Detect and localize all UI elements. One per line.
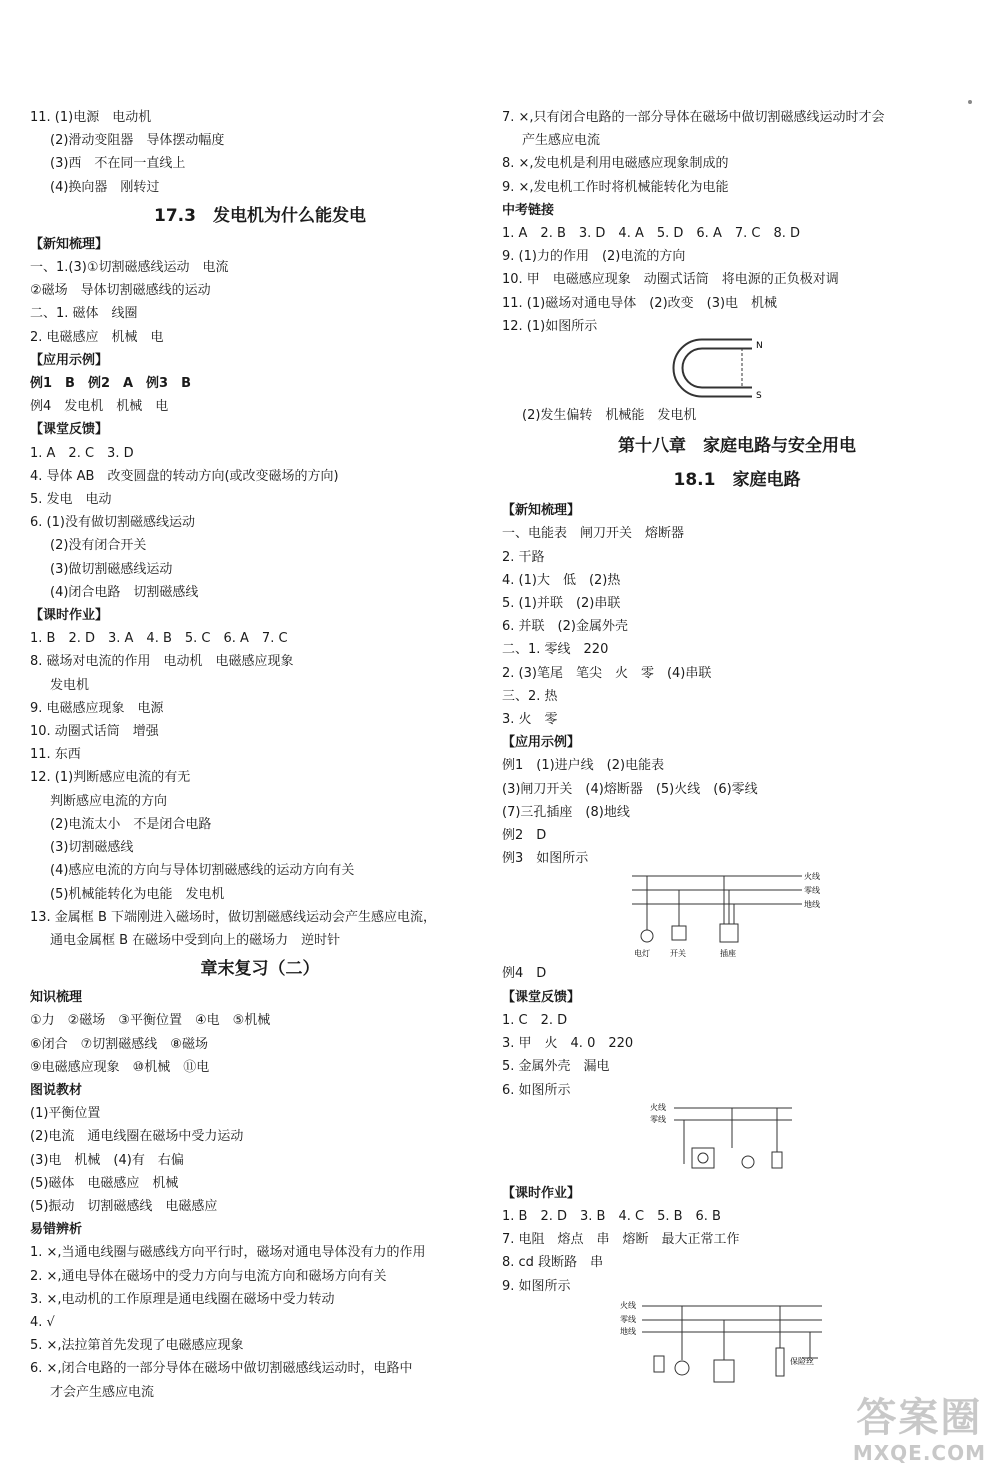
answer-line: 2. 电磁感应 机械 电: [30, 329, 164, 345]
answer-line: 二、1. 零线 220: [502, 642, 609, 658]
answer-line: 3. 火 零: [502, 712, 558, 728]
answer-line: 例4 发电机 机械 电: [30, 399, 169, 415]
answer-line: 12. (1)如图所示: [502, 318, 598, 334]
answer-line: 一、电能表 闸刀开关 熔断器: [502, 526, 685, 542]
answer-line: 通电金属框 B 在磁场中受到向上的磁场力 逆时针: [50, 932, 341, 948]
answer-line: 11. (1)磁场对通电导体 (2)改变 (3)电 机械: [502, 295, 778, 311]
wire-label-live: 火线: [620, 1300, 636, 1310]
answer-line: 判断感应电流的方向: [50, 793, 168, 809]
answer-line: 10. 动圈式话筒 增强: [30, 724, 159, 740]
switch-icon: [772, 1152, 782, 1168]
answer-line: 11. 东西: [30, 747, 81, 763]
answer-line: ①力 ②磁场 ③平衡位置 ④电 ⑤机械: [30, 1013, 271, 1029]
answer-line: 2. 干路: [502, 549, 545, 565]
answer-line: 4. 导体 AB 改变圆盘的转动方向(或改变磁场的方向): [30, 468, 339, 484]
answer-line: 例3 如图所示: [502, 851, 589, 867]
answer-line: (7)三孔插座 (8)地线: [502, 804, 630, 820]
answer-line: 1. A 2. B 3. D 4. A 5. D 6. A 7. C 8. D: [502, 226, 800, 242]
answer-line: 6. 并联 (2)金属外壳: [502, 619, 628, 635]
wire-label-neutral: 零线: [650, 1114, 666, 1124]
answer-line: 4. √: [30, 1314, 55, 1330]
answer-line: 6. (1)没有做切割磁感线运动: [30, 515, 195, 531]
section-title-17-3: 17.3 发电机为什么能发电: [154, 205, 366, 226]
figure-homework9-circuit: [502, 1298, 972, 1394]
answer-line: 11. (1)电源 电动机: [30, 110, 152, 125]
answer-line: (3)西 不在同一直线上: [50, 156, 186, 172]
wire-label-live: 火线: [804, 872, 820, 882]
u-magnet-inner: [678, 344, 752, 392]
switch-icon: [654, 1356, 664, 1372]
answer-line: (2)电流太小 不是闭合电路: [50, 816, 212, 832]
answer-line: 才会产生感应电流: [50, 1384, 155, 1400]
answer-line: ⑥闭合 ⑦切割磁感线 ⑧磁场: [30, 1036, 208, 1052]
answer-line: 4. (1)大 低 (2)热: [502, 572, 621, 588]
answer-line: 7. ×,只有闭合电路的一部分导体在磁场中做切割磁感线运动时才会: [502, 110, 885, 125]
answer-line: (3)做切割磁感线运动: [50, 561, 173, 577]
answer-line: 二、1. 磁体 线圈: [30, 306, 138, 322]
answer-line: (2)没有闭合开关: [50, 538, 147, 554]
answer-line: 9. ×,发电机工作时将机械能转化为电能: [502, 179, 729, 195]
answer-line: (4)换向器 刚转过: [50, 179, 160, 195]
answer-line: 6. ×,闭合电路的一部分导体在磁场中做切割磁感线运动时，电路中: [30, 1361, 413, 1377]
answer-line: 1. A 2. C 3. D: [30, 445, 134, 461]
answer-line: 1. ×,当通电线圈与磁感线方向平行时，磁场对通电导体没有力的作用: [30, 1245, 426, 1261]
answer-line: 5. 发电 电动: [30, 492, 112, 508]
answer-line: (4)闭合电路 切割磁感线: [50, 584, 199, 600]
feedback6-circuit-diagram: [502, 1102, 972, 1182]
lamp-icon: [675, 1361, 689, 1375]
answer-line: (2)滑动变阻器 导体摆动幅度: [50, 133, 225, 149]
answer-line: 1. C 2. D: [502, 1012, 568, 1028]
answer-line: 9. (1)力的作用 (2)电流的方向: [502, 249, 686, 265]
wire-label-neutral: 零线: [620, 1314, 636, 1324]
u-magnet-diagram: [502, 338, 972, 404]
device-label-lamp: 电灯: [634, 949, 650, 959]
answer-line: 2. ×,通电导体在磁场中的受力方向与电流方向和磁场方向有关: [30, 1268, 387, 1284]
answer-line: 9. 如图所示: [502, 1278, 571, 1294]
answer-line: 例1 B 例2 A 例3 B: [30, 376, 192, 392]
wire-label-ground: 地线: [620, 1326, 636, 1336]
answer-line: (3)切割磁感线: [50, 840, 134, 856]
answer-line: 5. (1)并联 (2)串联: [502, 596, 621, 612]
device-label-socket: 插座: [720, 949, 736, 959]
wire-label-ground: 地线: [804, 900, 820, 910]
answer-line: 7. 电阻 熔点 串 熔断 最大正常工作: [502, 1232, 740, 1248]
magnet-pole-s: S: [756, 391, 762, 402]
figure-u-magnet: [502, 338, 972, 404]
section-label: 【新知梳理】: [30, 236, 109, 252]
fuse-icon: [776, 1348, 784, 1376]
section-label: 【课堂反馈】: [30, 422, 109, 438]
section-label: 图说教材: [30, 1082, 83, 1098]
socket-icon: [692, 1148, 714, 1168]
answer-line: (1)平衡位置: [30, 1106, 101, 1122]
answer-line: (4)感应电流的方向与导体切割磁感线的运动方向有关: [50, 863, 355, 879]
answer-line: 13. 金属框 B 下端刚进入磁场时，做切割磁感线运动会产生感应电流，: [30, 909, 436, 925]
answer-line: 产生感应电流: [522, 133, 601, 149]
example3-circuit-diagram: [502, 870, 972, 962]
lamp-icon: [641, 930, 653, 942]
answer-line: 12. (1)判断感应电流的有无: [30, 770, 191, 786]
section-label: 【课时作业】: [30, 608, 109, 624]
section-label: 【应用示例】: [30, 352, 109, 368]
figure-feedback6-circuit: [502, 1102, 972, 1182]
answer-line: 例1 (1)进户线 (2)电能表: [502, 758, 665, 774]
answer-line: (2)电流 通电线圈在磁场中受力运动: [30, 1129, 244, 1145]
answer-line: 5. 金属外壳 漏电: [502, 1059, 610, 1075]
answer-line: 一、1.(3)①切割磁感线运动 电流: [30, 260, 229, 276]
watermark: [853, 1395, 986, 1465]
answer-line: 1. B 2. D 3. A 4. B 5. C 6. A 7. C: [30, 631, 288, 647]
section-label: 【课时作业】: [502, 1185, 581, 1201]
magnet-pole-n: N: [756, 341, 763, 352]
section-title-chapter-review: 章末复习（二）: [200, 959, 320, 980]
wire-label-live: 火线: [650, 1102, 666, 1112]
section-label: 【课堂反馈】: [502, 989, 581, 1005]
answer-line: 8. 磁场对电流的作用 电动机 电磁感应现象: [30, 654, 294, 670]
chapter-title: 第十八章 家庭电路与安全用电: [618, 436, 856, 457]
device-label-switch: 开关: [670, 949, 686, 959]
section-label: 易错辨析: [30, 1222, 83, 1238]
answer-line: 2. (3)笔尾 笔尖 火 零 (4)串联: [502, 665, 712, 681]
answer-line: (5)机械能转化为电能 发电机: [50, 886, 225, 902]
answer-line: (5)磁体 电磁感应 机械: [30, 1175, 179, 1191]
answer-line: 例4 D: [502, 966, 547, 982]
answer-line: 1. B 2. D 3. B 4. C 5. B 6. B: [502, 1208, 721, 1224]
wire-label-neutral: 零线: [804, 886, 820, 896]
homework9-circuit-diagram: [502, 1298, 972, 1394]
figure-example3-circuit: [502, 870, 972, 962]
section-label: 【应用示例】: [502, 735, 581, 751]
socket-icon: [714, 1360, 734, 1382]
answer-line: 发电机: [50, 677, 90, 693]
answer-line: 8. ×,发电机是利用电磁感应现象制成的: [502, 156, 729, 172]
answer-line: (2)发生偏转 机械能 发电机: [522, 408, 697, 424]
watermark-url: MXQE.COM: [852, 1441, 986, 1465]
answer-line: (3)闸刀开关 (4)熔断器 (5)火线 (6)零线: [502, 781, 758, 797]
lamp-icon: [742, 1156, 754, 1168]
section-label: 中考链接: [502, 202, 555, 218]
right-column: [502, 106, 972, 1394]
answer-line: ⑨电磁感应现象 ⑩机械 ⑪电: [30, 1059, 210, 1075]
answer-line: 例2 D: [502, 828, 547, 844]
section-label: 【新知梳理】: [502, 503, 581, 519]
answer-line: (3)电 机械 (4)有 右偏: [30, 1152, 184, 1168]
answer-line: 9. 电磁感应现象 电源: [30, 700, 164, 716]
scan-speck: [968, 100, 972, 104]
answer-line: 5. ×,法拉第首先发现了电磁感应现象: [30, 1338, 244, 1354]
switch-icon: [672, 926, 686, 940]
answer-line: 3. 甲 火 4. 0 220: [502, 1036, 634, 1052]
fuse-label: 保险丝: [790, 1356, 814, 1366]
answer-line: 10. 甲 电磁感应现象 动圈式话筒 将电源的正负极对调: [502, 272, 839, 288]
section-title-18-1: 18.1 家庭电路: [673, 470, 801, 491]
section-label: 知识梳理: [30, 990, 83, 1006]
answer-line: 三、2. 热: [502, 688, 558, 704]
socket-icon: [720, 924, 738, 942]
answer-line: 8. cd 段断路 串: [502, 1255, 604, 1271]
answer-line: ②磁场 导体切割磁感线的运动: [30, 283, 211, 299]
left-column: [30, 106, 490, 1404]
answer-line: 3. ×,电动机的工作原理是通电线圈在磁场中受力转动: [30, 1291, 335, 1307]
answer-line: (5)振动 切割磁感线 电磁感应: [30, 1198, 218, 1214]
watermark-logo-text: 答案圈: [856, 1395, 983, 1441]
answer-line: 6. 如图所示: [502, 1082, 571, 1098]
